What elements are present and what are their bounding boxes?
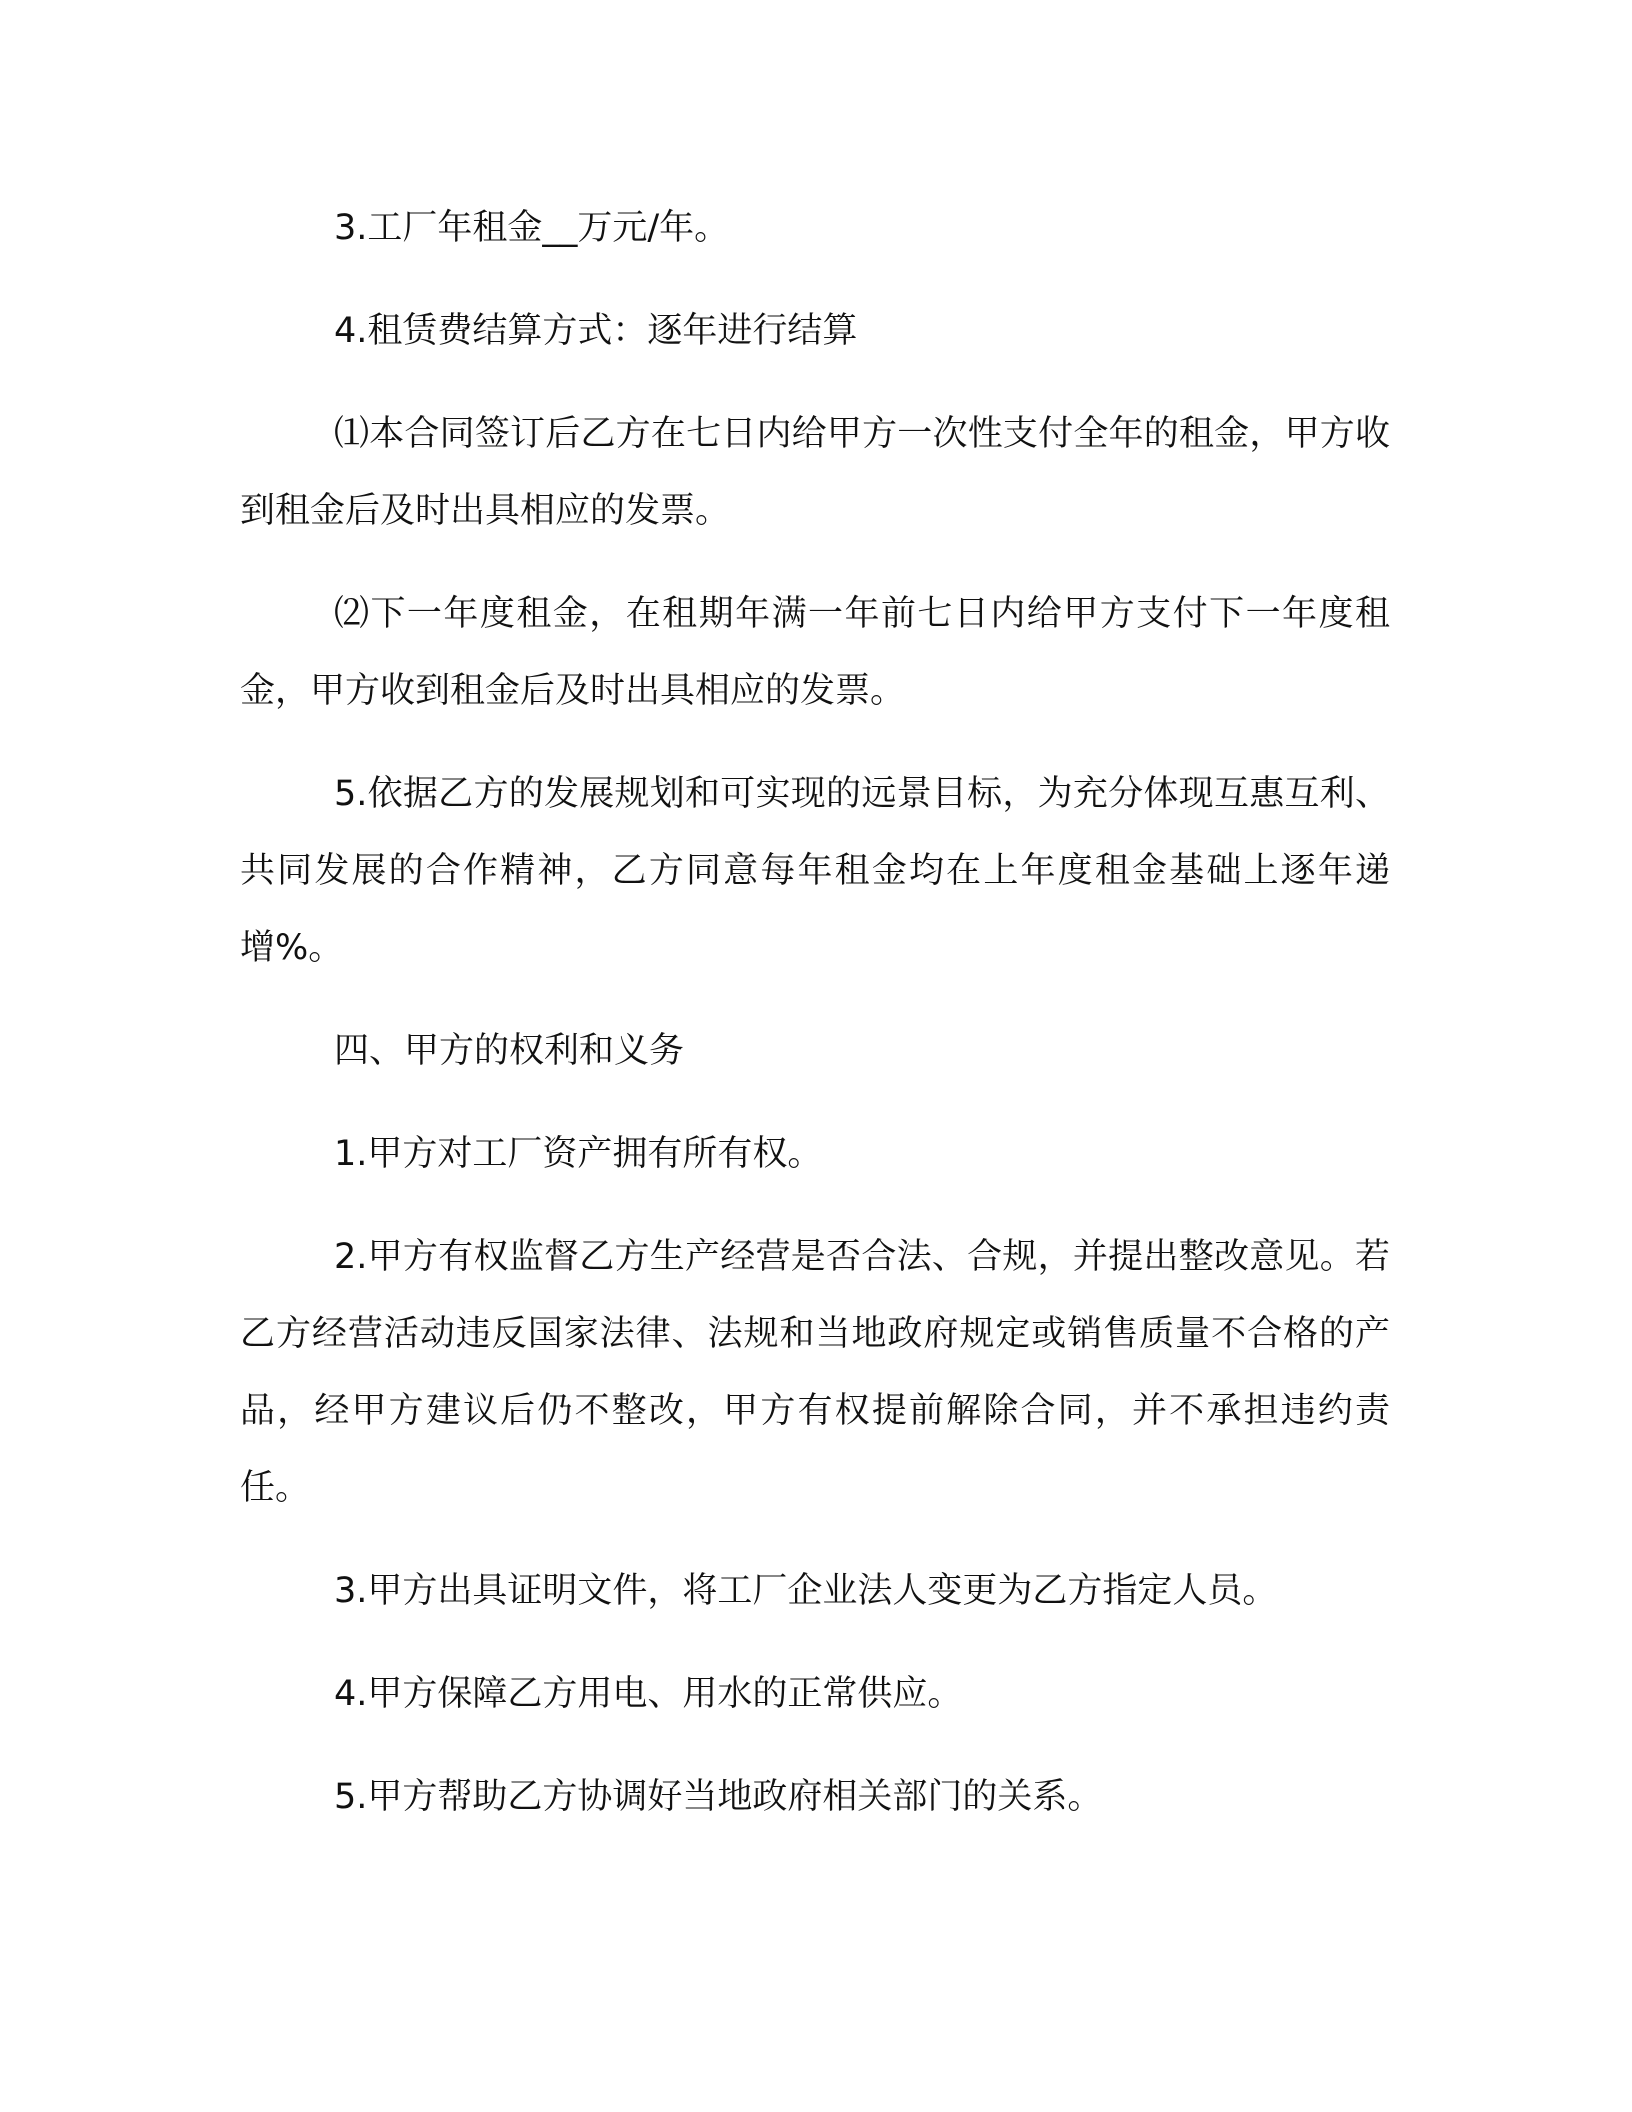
paragraph-rent-increase: 5.依据乙方的发展规划和可实现的远景目标，为充分体现互惠互利、共同发展的合作精神，乙方同意每年租金均在上年度租金基础上逐年递增%。 xyxy=(240,774,1390,968)
paragraph-government-relations: 5.甲方帮助乙方协调好当地政府相关部门的关系。 xyxy=(334,1777,1103,1817)
paragraph-first-payment: ⑴本合同签订后乙方在七日内给甲方一次性支付全年的租金，甲方收到租金后及时出具相应的发票。 xyxy=(240,414,1390,531)
paragraph-legal-person-change: 3.甲方出具证明文件，将工厂企业法人变更为乙方指定人员。 xyxy=(334,1571,1278,1611)
paragraph-utilities: 4.甲方保障乙方用电、用水的正常供应。 xyxy=(334,1674,963,1714)
paragraph-rent-amount: 3.工厂年租金__万元/年。 xyxy=(334,208,730,248)
paragraph-ownership: 1.甲方对工厂资产拥有所有权。 xyxy=(334,1134,823,1174)
document-body xyxy=(240,190,1390,1862)
paragraph-supervision: 2.甲方有权监督乙方生产经营是否合法、合规，并提出整改意见。若乙方经营活动违反国家法律、法规和当地政府规定或销售质量不合格的产品，经甲方建议后仍不整改，甲方有权提前解除合同，并不承担违约责任。 xyxy=(240,1237,1390,1508)
paragraph-next-year-payment: ⑵下一年度租金，在租期年满一年前七日内给甲方支付下一年度租金，甲方收到租金后及时出具相应的发票。 xyxy=(240,594,1390,711)
paragraph-settlement-method: 4.租赁费结算方式：逐年进行结算 xyxy=(334,311,858,351)
section-heading-party-a-rights: 四、甲方的权利和义务 xyxy=(334,1031,685,1071)
